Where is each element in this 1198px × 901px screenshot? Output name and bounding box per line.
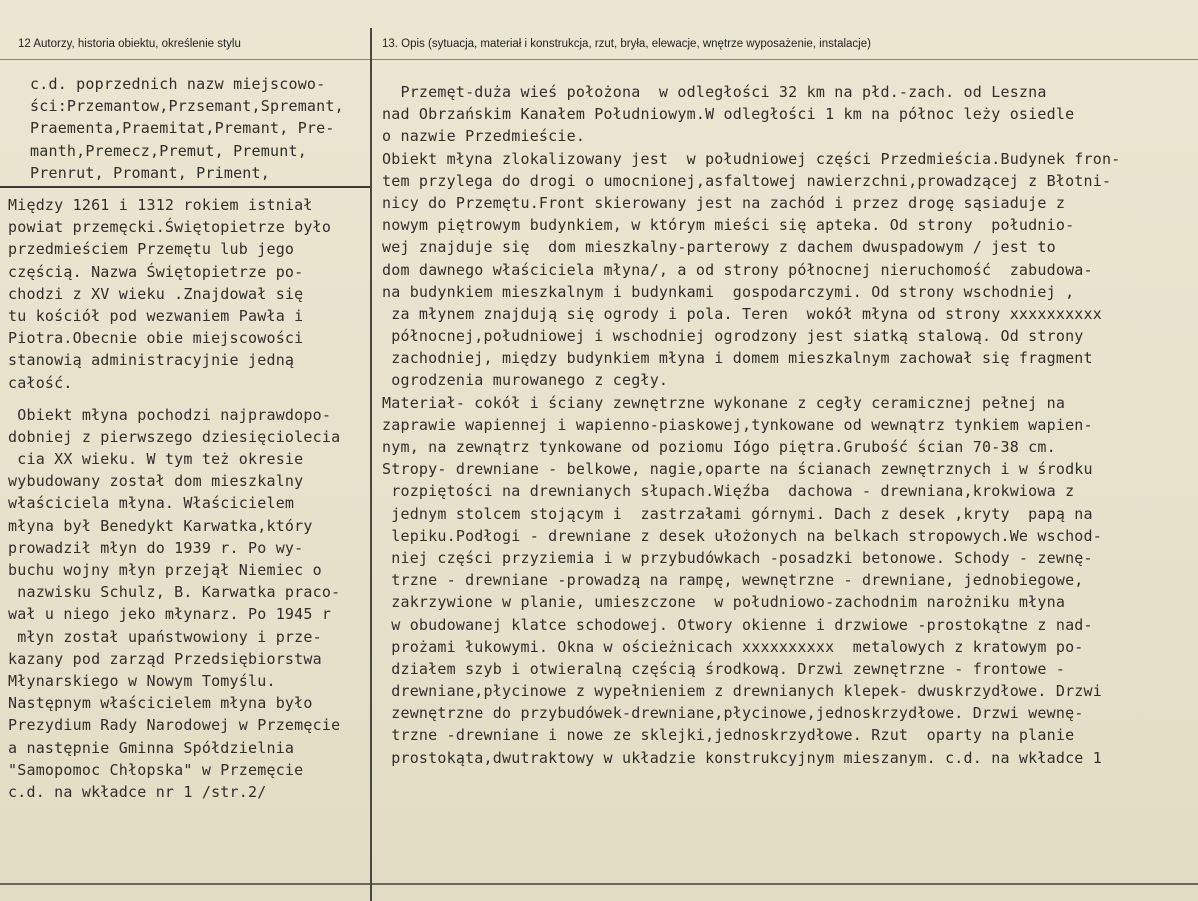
text-line: o nazwie Przedmieście. bbox=[382, 127, 586, 146]
text-line: wybudowany został dom mieszkalny bbox=[8, 472, 304, 491]
text-line: kazany pod zarząd Przedsiębiorstwa bbox=[8, 649, 322, 668]
bottom-rule bbox=[0, 883, 1198, 885]
text-line: właściciela młyna. Właścicielem bbox=[8, 494, 295, 513]
text-line: Obiekt młyna zlokalizowany jest w południowej części Przedmieścia.Budynek fron- bbox=[382, 149, 1121, 168]
text-line: dom dawnego właściciela młyna/, a od strony północnej nieruchomość zabudowa- bbox=[382, 260, 1093, 279]
column-divider bbox=[370, 28, 372, 901]
text-line: Następnym właścicielem młyna było bbox=[8, 694, 313, 713]
text-line: chodzi z XV wieku .Znajdował się bbox=[8, 284, 304, 303]
text-line: prostokąta,dwutraktowy w układzie konstrukcyjnym mieszanym. c.d. na wkładce 1 bbox=[382, 748, 1102, 767]
text-line: Piotra.Obecnie obie miejscowości bbox=[8, 329, 304, 348]
text-line: jednym stolcem stojącym i zastrzałami górnymi. Dach z desek ,kryty papą na bbox=[382, 504, 1093, 523]
text-line: przedmieściem Przemętu lub jego bbox=[8, 240, 295, 259]
text-line: zachodniej, między budynkiem młyna i domem mieszkalnym zachował się fragment bbox=[382, 349, 1093, 368]
text-line: Prenrut, Promant, Priment, bbox=[30, 163, 270, 182]
text-line: stanowią administracyjnie jedną bbox=[8, 351, 295, 370]
text-line: na budynkiem mieszkalnym i budynkami gospodarczymi. Od strony wschodniej , bbox=[382, 282, 1075, 301]
section-12-header: 12 Autorzy, historia obiektu, określenie stylu bbox=[18, 38, 241, 50]
left-top-text-block bbox=[30, 73, 344, 184]
text-line: a następnie Gminna Spółdzielnia bbox=[8, 738, 295, 757]
text-line: zewnętrzne do przybudówek-drewniane,płycinowe,jednoskrzydłowe. Drzwi wewnę- bbox=[382, 704, 1084, 723]
text-line: drewniane,płycinowe z wypełnieniem z drewnianych klepek- dwuskrzydłowe. Drzwi bbox=[382, 682, 1102, 701]
text-line: cia XX wieku. W tym też okresie bbox=[8, 450, 304, 469]
text-line: za młynem znajdują się ogrody i pola. Teren wokół młyna od strony xxxxxxxxxx bbox=[382, 304, 1102, 323]
text-line: "Samopomoc Chłopska" w Przemęcie bbox=[8, 760, 304, 779]
text-line: lepiku.Podłogi - drewniane z desek ułożonych na belkach stropowych.We wschod- bbox=[382, 526, 1102, 545]
text-line: manth,Premecz,Premut, Premunt, bbox=[30, 141, 307, 160]
text-line: zakrzywione w planie, umieszczone w południowo-zachodnim narożniku młyna bbox=[382, 593, 1066, 612]
text-line: Przemęt-duża wieś położona w odległości 32 km na płd.-zach. od Leszna bbox=[382, 83, 1047, 101]
text-line: nad Obrzańskim Kanałem Południowym.W odległości 1 km na północ leży osiedle bbox=[382, 105, 1075, 124]
left-bottom-text-block bbox=[8, 194, 340, 803]
text-line: Materiał- cokół i ściany zewnętrzne wykonane z cegły ceramicznej pełnej na bbox=[382, 393, 1066, 412]
header-rule bbox=[0, 59, 1198, 60]
text-line: ści:Przemantow,Przsemant,Spremant, bbox=[30, 97, 344, 116]
text-line: młyna był Benedykt Karwatka,który bbox=[8, 516, 313, 535]
text-line: trzne -drewniane i nowe ze sklejki,jednoskrzydłowe. Rzut oparty na planie bbox=[382, 726, 1075, 745]
text-line: Między 1261 i 1312 rokiem istniał bbox=[8, 196, 313, 214]
text-line: działem szyb i otwieralną częścią środkową. Drzwi zewnętrzne - frontowe - bbox=[382, 659, 1066, 678]
text-line: zaprawie wapiennej i wapienno-piaskowej,tynkowane od wewnątrz tynkiem wapien- bbox=[382, 415, 1093, 434]
text-line: Młynarskiego w Nowym Tomyślu. bbox=[8, 671, 276, 690]
text-line: ogrodzenia murowanego z cegły. bbox=[382, 371, 669, 390]
text-line: Praementa,Praemitat,Premant, Pre- bbox=[30, 119, 335, 138]
text-line: powiat przemęcki.Świętopietrze było bbox=[8, 218, 332, 237]
text-line bbox=[8, 394, 340, 404]
section-13-header: 13. Opis (sytuacja, materiał i konstrukcja, rzut, bryła, elewacje, wnętrze wyposażenie, instalacje) bbox=[382, 38, 871, 50]
text-line: prożami łukowymi. Okna w ościeżnicach xxxxxxxxxx metalowych z kratowym po- bbox=[382, 637, 1084, 656]
left-section-separator bbox=[0, 186, 370, 188]
text-line: nazwisku Schulz, B. Karwatka praco- bbox=[8, 583, 341, 602]
text-line: nym, na zewnątrz tynkowane od poziomu Iógo piętra.Grubość ścian 70-38 cm. bbox=[382, 438, 1056, 456]
right-description-text-block bbox=[382, 81, 1120, 769]
text-line: Obiekt młyna pochodzi najprawdopo- bbox=[8, 405, 332, 424]
text-line: całość. bbox=[8, 373, 73, 392]
text-line: trzne - drewniane -prowadzą na rampę, wewnętrzne - drewniane, jednobiegowe, bbox=[382, 571, 1084, 590]
text-line: dobniej z pierwszego dziesięciolecia bbox=[8, 427, 341, 446]
text-line: c.d. na wkładce nr 1 /str.2/ bbox=[8, 782, 267, 801]
text-line: c.d. poprzednich nazw miejscowo- bbox=[30, 75, 326, 93]
text-line: wej znajduje się dom mieszkalny-parterowy z dachem dwuspadowym / jest to bbox=[382, 238, 1056, 257]
text-line: niej części przyziemia i w przybudówkach -posadzki betonowe. Schody - zewnę- bbox=[382, 548, 1093, 567]
text-line: Stropy- drewniane - belkowe, nagie,oparte na ścianach zewnętrznych i w środku bbox=[382, 460, 1093, 479]
text-line: tu kościół pod wezwaniem Pawła i bbox=[8, 306, 304, 325]
text-line: w obudowanej klatce schodowej. Otwory okienne i drzwiowe -prostokątne z nad- bbox=[382, 615, 1093, 634]
text-line: Prezydium Rady Narodowej w Przemęcie bbox=[8, 716, 341, 735]
text-line: wał u niego jeko młynarz. Po 1945 r bbox=[8, 605, 332, 624]
text-line: buchu wojny młyn przejął Niemiec o bbox=[8, 561, 322, 579]
text-line: północnej,południowej i wschodniej ogrodzony jest siatką stalową. Od strony bbox=[382, 327, 1084, 346]
text-line: nicy do Przemętu.Front skierowany jest na zachód i przez drogę sąsiaduje z bbox=[382, 193, 1066, 212]
text-line: prowadził młyn do 1939 r. Po wy- bbox=[8, 538, 304, 557]
text-line: młyn został upaństwowiony i prze- bbox=[8, 627, 322, 646]
text-line: częścią. Nazwa Świętopietrze po- bbox=[8, 262, 304, 281]
text-line: rozpiętości na drewnianych słupach.Więźba dachowa - drewniana,krokwiowa z bbox=[382, 482, 1075, 501]
text-line: nowym piętrowym budynkiem, w którym mieści się apteka. Od strony południo- bbox=[382, 216, 1075, 235]
text-line: tem przylega do drogi o umocnionej,asfaltowej nawierzchni,prowadzącej z Błotni- bbox=[382, 171, 1112, 190]
